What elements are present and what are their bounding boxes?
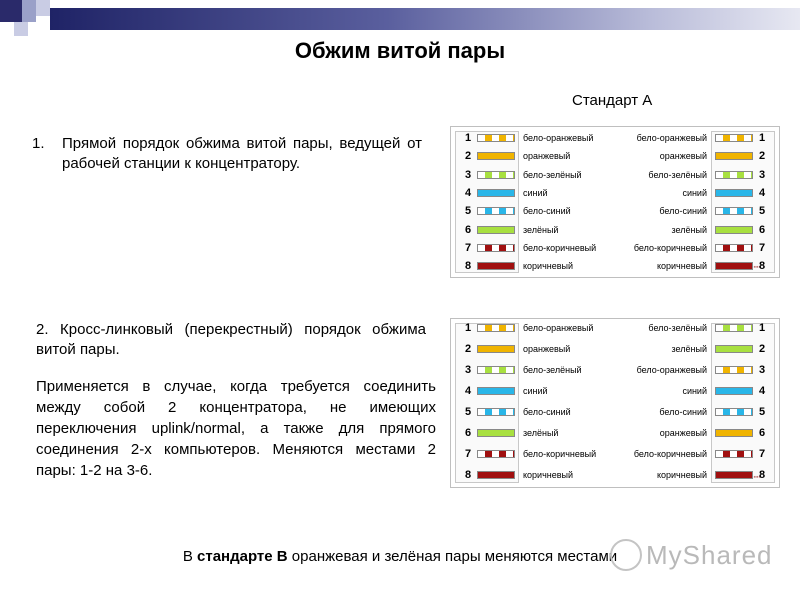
decor-square-mid	[22, 0, 36, 22]
pin-number: 5	[758, 406, 766, 418]
pin-number: 2	[758, 343, 766, 355]
wire-row-right-6	[451, 424, 779, 442]
wire-color-swatch	[715, 226, 753, 234]
wire-row-right-8	[451, 257, 779, 275]
wire-label: бело-оранжевый	[636, 365, 707, 375]
pin-number: 7	[464, 241, 472, 254]
pin-number: 6	[464, 223, 472, 236]
footer-suffix: оранжевая и зелёная пары меняются местами	[287, 548, 618, 565]
wire-row-right-5	[451, 403, 779, 421]
wire-label: бело-оранжевый	[636, 133, 707, 143]
wire-label: бело-зелёный	[648, 323, 707, 333]
pin-number: 3	[464, 168, 472, 181]
pin-number: 2	[464, 150, 472, 163]
pin-number: 1	[464, 132, 472, 144]
standard-label: Стандарт А	[572, 92, 653, 109]
diagram-stamp: ▪▪▪	[753, 264, 761, 271]
wire-color-swatch	[715, 134, 753, 142]
wire-color-swatch	[715, 171, 753, 179]
pin-number: 1	[464, 322, 472, 334]
pin-number: 1	[758, 132, 766, 144]
item-1	[32, 134, 422, 174]
pin-number: 5	[758, 205, 766, 218]
wire-row-right-3	[451, 361, 779, 379]
crossover-wiring-diagram	[450, 318, 780, 488]
wire-label: бело-синий	[659, 407, 707, 417]
item-2-text: Кросс-линковый (перекрестный) порядок обжима витой пары.	[36, 321, 426, 358]
wire-row-right-7	[451, 445, 779, 463]
wire-label: зелёный	[523, 224, 559, 235]
wire-label: коричневый	[656, 261, 707, 272]
pin-number: 6	[758, 223, 766, 236]
pin-number: 4	[758, 385, 766, 397]
wire-label: коричневый	[656, 470, 707, 480]
decor-square-dark	[0, 0, 22, 22]
wire-label: бело-зелёный	[523, 365, 582, 375]
straight-wiring-diagram	[450, 126, 780, 278]
wire-row-right-3	[451, 166, 779, 184]
wire-row-right-7	[451, 239, 779, 257]
pin-number: 8	[758, 260, 766, 273]
item-2-number: 2.	[36, 321, 49, 338]
pin-number: 2	[464, 343, 472, 355]
decor-square-light	[36, 0, 50, 16]
wire-row-right-4	[451, 184, 779, 202]
wire-label: синий	[523, 187, 548, 198]
wire-label: бело-коричневый	[523, 449, 597, 459]
pin-number: 4	[464, 385, 472, 397]
wire-label: бело-оранжевый	[523, 133, 594, 143]
decor-square-light-lower	[14, 22, 28, 36]
wire-row-right-2	[451, 147, 779, 165]
watermark-text: MyShared	[646, 540, 773, 570]
wire-color-swatch	[715, 207, 753, 215]
pin-number: 1	[758, 322, 766, 334]
item-1-number: 1.	[32, 135, 45, 152]
wire-label: синий	[523, 386, 548, 396]
wire-color-swatch	[715, 450, 753, 458]
wire-label: оранжевый	[659, 428, 707, 438]
wire-color-swatch	[715, 262, 753, 270]
wire-label: бело-коричневый	[523, 242, 597, 253]
pin-number: 8	[464, 469, 472, 481]
diagram-stamp: ▪▪▪	[753, 474, 761, 481]
wire-row-right-1	[451, 129, 779, 147]
item-2-description: Применяется в случае, когда требуется соединить между собой 2 концентратора, не имеющих переключения uplink/normal, а также для прямого соединения 2-х компьютеров. Меняются местами 2 пары: 1-2 на 3-6.	[36, 378, 436, 479]
pin-number: 8	[758, 469, 766, 481]
pin-number: 6	[464, 427, 472, 439]
wire-label: бело-синий	[523, 206, 571, 217]
item-1-text: Прямой порядок обжима витой пары, ведущей от рабочей станции к концентратору.	[62, 135, 422, 172]
pin-number: 4	[758, 186, 766, 199]
wire-color-swatch	[715, 471, 753, 479]
wire-label: коричневый	[523, 261, 574, 272]
pin-number: 5	[464, 205, 472, 218]
pin-number: 3	[464, 364, 472, 376]
wire-label: оранжевый	[523, 344, 571, 354]
wire-row-right-8	[451, 466, 779, 484]
wire-label: оранжевый	[659, 151, 707, 162]
pin-number: 6	[758, 427, 766, 439]
wire-row-right-6	[451, 221, 779, 239]
pin-number: 8	[464, 260, 472, 273]
wire-color-swatch	[715, 189, 753, 197]
page-title: Обжим витой пары	[294, 38, 506, 63]
wire-color-swatch	[715, 345, 753, 353]
pin-number: 2	[758, 150, 766, 163]
pin-number: 4	[464, 186, 472, 199]
wire-color-swatch	[715, 366, 753, 374]
footer-prefix: В	[182, 548, 198, 565]
wire-label: бело-оранжевый	[523, 323, 594, 333]
wire-color-swatch	[715, 429, 753, 437]
item-2	[36, 320, 426, 360]
wire-label: зелёный	[671, 344, 707, 354]
pin-number: 3	[758, 168, 766, 181]
wire-label: зелёный	[523, 428, 559, 438]
wire-color-swatch	[715, 408, 753, 416]
wire-label: бело-синий	[523, 407, 571, 417]
wire-row-right-5	[451, 202, 779, 220]
pin-number: 7	[464, 448, 472, 460]
pin-number: 5	[464, 406, 472, 418]
wire-row-right-2	[451, 340, 779, 358]
wire-label: бело-синий	[659, 206, 707, 217]
pin-number: 7	[758, 448, 766, 460]
watermark-logo-icon	[610, 539, 642, 571]
wire-color-swatch	[715, 324, 753, 332]
wire-color-swatch	[715, 387, 753, 395]
wire-label: бело-коричневый	[633, 242, 707, 253]
footer-bold: стандарте В	[197, 548, 288, 565]
wire-label: коричневый	[523, 470, 574, 480]
wire-color-swatch	[715, 152, 753, 160]
wire-label: бело-зелёный	[523, 169, 582, 180]
wire-label: оранжевый	[523, 151, 571, 162]
watermark	[610, 540, 773, 573]
wire-label: бело-коричневый	[633, 449, 707, 459]
wire-label: зелёный	[671, 224, 707, 235]
wire-row-right-4	[451, 382, 779, 400]
pin-number: 7	[758, 241, 766, 254]
wire-label: синий	[682, 386, 707, 396]
wire-color-swatch	[715, 244, 753, 252]
wire-label: синий	[682, 187, 707, 198]
wire-row-right-1	[451, 319, 779, 337]
pin-number: 3	[758, 364, 766, 376]
decor-header-bar	[50, 8, 800, 30]
wire-label: бело-зелёный	[648, 169, 707, 180]
